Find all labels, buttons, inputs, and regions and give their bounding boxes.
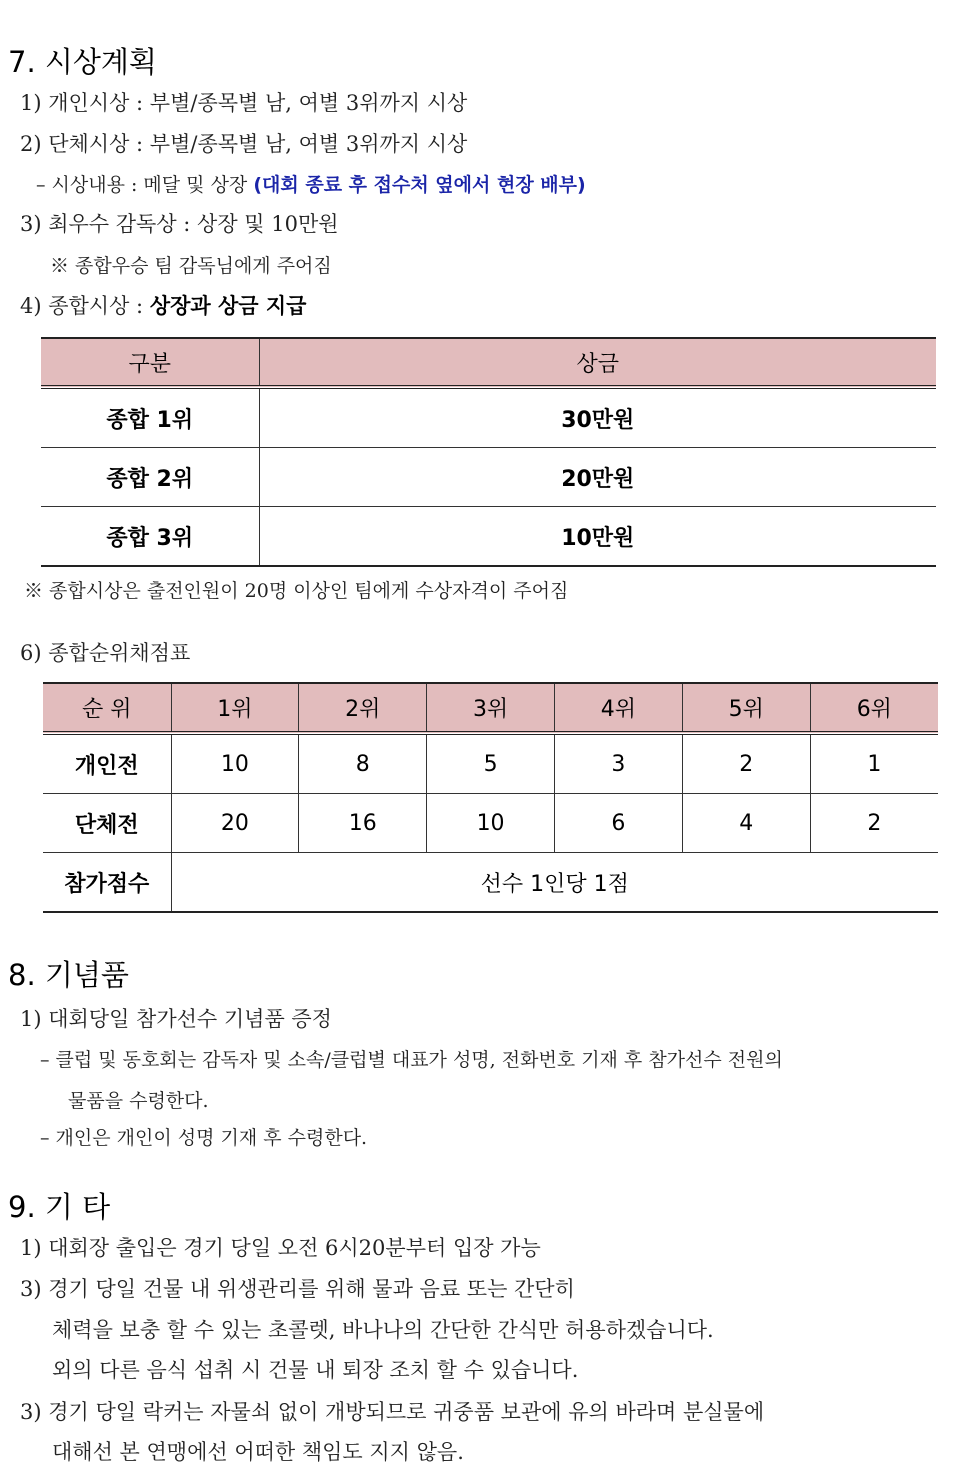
score-cell: 16 bbox=[299, 794, 427, 853]
score-cell: 3 bbox=[554, 733, 682, 794]
table-row bbox=[43, 794, 938, 853]
award-item-3-note: ※ 종합우승 팀 감독님에게 주어짐 bbox=[50, 255, 332, 277]
prize-header-amount: 상금 bbox=[259, 338, 936, 387]
score-cell: 10 bbox=[171, 733, 299, 794]
award-detail-highlight: (대회 종료 후 접수처 옆에서 현장 배부) bbox=[253, 174, 586, 196]
souvenir-detail-2: – 개인은 개인이 성명 기재 후 수령한다. bbox=[40, 1127, 368, 1149]
award-item-1: 1) 개인시상 : 부별/종목별 남, 여별 3위까지 시상 bbox=[20, 91, 468, 115]
score-cell: 5 bbox=[427, 733, 555, 794]
score-header-4: 4위 bbox=[554, 683, 682, 733]
score-header-rank: 순 위 bbox=[43, 683, 171, 733]
prize-table bbox=[41, 337, 936, 567]
prize-note: ※ 종합시상은 출전인원이 20명 이상인 팀에게 수상자격이 주어짐 bbox=[24, 580, 569, 602]
award-detail bbox=[36, 171, 586, 199]
award-item-4-prefix: 4) 종합시상 : bbox=[20, 294, 150, 318]
score-row-label: 단체전 bbox=[43, 794, 171, 853]
prize-amount: 30만원 bbox=[259, 387, 936, 448]
table-row bbox=[41, 387, 936, 448]
prize-amount: 20만원 bbox=[259, 448, 936, 507]
award-item-6: 6) 종합순위채점표 bbox=[20, 641, 191, 665]
table-row bbox=[43, 733, 938, 794]
souvenir-item-1: 1) 대회당일 참가선수 기념품 증정 bbox=[20, 1007, 332, 1031]
score-cell: 6 bbox=[554, 794, 682, 853]
etc-item-1: 1) 대회장 출입은 경기 당일 오전 6시20분부터 입장 가능 bbox=[20, 1236, 541, 1260]
section-7-title: 7. 시상계획 bbox=[8, 45, 157, 79]
souvenir-detail-1-line2: 물품을 수령한다. bbox=[68, 1090, 209, 1112]
prize-rank: 종합 1위 bbox=[41, 387, 259, 448]
souvenir-detail-1-line1: – 클럽 및 동호회는 감독자 및 소속/클럽별 대표가 성명, 전화번호 기재 후 참가선수 전원의 bbox=[40, 1049, 783, 1071]
score-table-header bbox=[43, 683, 938, 733]
etc-item-2-line3: 외의 다른 음식 섭취 시 건물 내 퇴장 조치 할 수 있습니다. bbox=[52, 1358, 579, 1382]
prize-header-category: 구분 bbox=[41, 338, 259, 387]
participation-value: 선수 1인당 1점 bbox=[171, 853, 938, 913]
score-cell: 20 bbox=[171, 794, 299, 853]
award-item-4-bold: 상장과 상금 지급 bbox=[149, 294, 307, 318]
etc-item-3-line1: 3) 경기 당일 락커는 자물쇠 없이 개방되므로 귀중품 보관에 유의 바라며 분실물에 bbox=[20, 1400, 765, 1424]
table-row bbox=[41, 448, 936, 507]
score-cell: 4 bbox=[682, 794, 810, 853]
score-cell: 2 bbox=[810, 794, 938, 853]
prize-rank: 종합 2위 bbox=[41, 448, 259, 507]
award-item-3: 3) 최우수 감독상 : 상장 및 10만원 bbox=[20, 212, 339, 236]
award-item-4 bbox=[20, 292, 306, 320]
table-row bbox=[43, 853, 938, 913]
score-row-label: 개인전 bbox=[43, 733, 171, 794]
award-item-2: 2) 단체시상 : 부별/종목별 남, 여별 3위까지 시상 bbox=[20, 132, 468, 156]
table-row bbox=[41, 507, 936, 567]
award-detail-prefix: – 시상내용 : 메달 및 상장 bbox=[36, 174, 254, 196]
score-cell: 1 bbox=[810, 733, 938, 794]
score-cell: 2 bbox=[682, 733, 810, 794]
score-header-6: 6위 bbox=[810, 683, 938, 733]
etc-item-3-line2: 대해선 본 연맹에선 어떠한 책임도 지지 않음. bbox=[52, 1440, 464, 1464]
participation-label: 참가점수 bbox=[43, 853, 171, 913]
score-table bbox=[43, 682, 938, 913]
score-cell: 8 bbox=[299, 733, 427, 794]
prize-amount: 10만원 bbox=[259, 507, 936, 567]
etc-item-2-line2: 체력을 보충 할 수 있는 초콜렛, 바나나의 간단한 간식만 허용하겠습니다. bbox=[52, 1318, 714, 1342]
prize-table-header bbox=[41, 338, 936, 387]
prize-rank: 종합 3위 bbox=[41, 507, 259, 567]
score-header-1: 1위 bbox=[171, 683, 299, 733]
score-header-5: 5위 bbox=[682, 683, 810, 733]
score-header-3: 3위 bbox=[427, 683, 555, 733]
score-header-2: 2위 bbox=[299, 683, 427, 733]
section-9-title: 9. 기 타 bbox=[8, 1190, 111, 1224]
etc-item-2-line1: 3) 경기 당일 건물 내 위생관리를 위해 물과 음료 또는 간단히 bbox=[20, 1277, 575, 1301]
section-8-title: 8. 기념품 bbox=[8, 958, 129, 992]
score-cell: 10 bbox=[427, 794, 555, 853]
